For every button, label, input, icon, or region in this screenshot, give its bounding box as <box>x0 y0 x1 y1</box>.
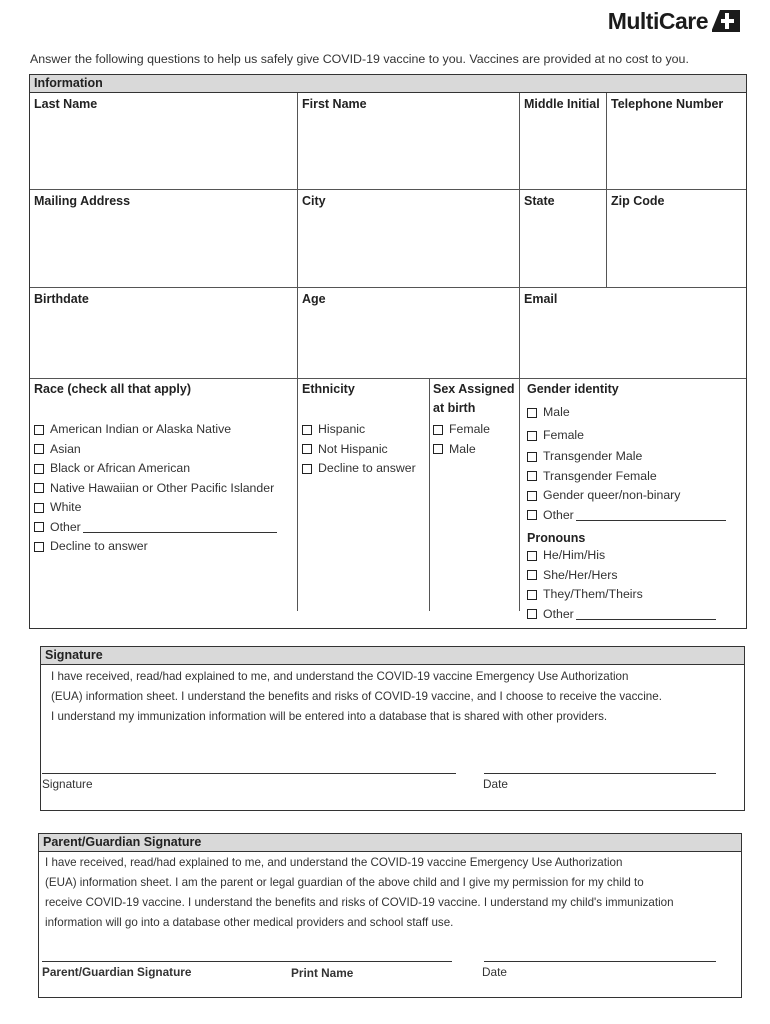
signature-label: Signature <box>42 777 93 791</box>
ethnicity-label: Ethnicity <box>302 382 355 396</box>
checkbox-icon[interactable] <box>527 510 537 520</box>
ethnicity-option[interactable]: Hispanic <box>302 420 425 440</box>
gender-option[interactable]: Male <box>527 401 739 424</box>
race-option[interactable]: Native Hawaiian or Other Pacific Islander <box>34 479 293 499</box>
city-field[interactable] <box>298 190 520 288</box>
state-field[interactable] <box>520 190 607 288</box>
gender-option[interactable]: Transgender Male <box>527 447 739 467</box>
race-option[interactable]: Asian <box>34 440 293 460</box>
gender-option-other[interactable]: Other <box>527 506 739 526</box>
checkbox-icon[interactable] <box>34 425 44 435</box>
sex-at-birth-label-1: Sex Assigned <box>433 382 515 396</box>
checkbox-icon[interactable] <box>433 444 443 454</box>
zip-code-label: Zip Code <box>611 194 665 208</box>
pronoun-other-blank[interactable] <box>576 609 716 620</box>
checkbox-icon[interactable] <box>34 483 44 493</box>
guardian-date-label: Date <box>482 965 507 979</box>
birthdate-field[interactable] <box>30 288 298 379</box>
ethnicity-option[interactable]: Not Hispanic <box>302 440 425 460</box>
signature-header: Signature <box>41 647 744 665</box>
cross-logo-icon <box>712 10 740 32</box>
pronouns-label: Pronouns <box>527 531 586 545</box>
signature-line[interactable] <box>42 773 456 774</box>
city-label: City <box>302 194 326 208</box>
gender-option[interactable]: Female <box>527 424 739 447</box>
checkbox-icon[interactable] <box>34 464 44 474</box>
state-label: State <box>524 194 555 208</box>
mailing-address-label: Mailing Address <box>34 194 131 208</box>
signature-date-line[interactable] <box>484 773 716 774</box>
first-name-label: First Name <box>302 97 367 111</box>
checkbox-icon[interactable] <box>34 522 44 532</box>
sex-at-birth-label-2: at birth <box>433 401 476 415</box>
checkbox-icon[interactable] <box>302 425 312 435</box>
gender-option[interactable]: Gender queer/non-binary <box>527 486 739 506</box>
email-field[interactable] <box>520 288 746 379</box>
telephone-field[interactable] <box>607 93 746 190</box>
pronoun-option[interactable]: He/Him/His <box>527 546 739 566</box>
guardian-text-line: I have received, read/had explained to me, and understand the COVID-19 vaccine Emergency Use Authorization <box>45 856 623 869</box>
email-label: Email <box>524 292 558 306</box>
gender-other-blank[interactable] <box>576 510 726 521</box>
pronoun-option[interactable]: They/Them/Theirs <box>527 585 739 605</box>
guardian-signature-line[interactable] <box>42 961 452 962</box>
signature-section <box>40 646 745 811</box>
middle-initial-label: Middle Initial <box>524 97 600 111</box>
checkbox-icon[interactable] <box>527 609 537 619</box>
signature-text-line: I have received, read/had explained to me, and understand the COVID-19 vaccine Emergency Use Authorization <box>51 670 629 683</box>
guardian-signature-label: Parent/Guardian Signature <box>42 965 192 979</box>
age-field[interactable] <box>298 288 520 379</box>
race-other-blank[interactable] <box>83 522 277 533</box>
race-option[interactable]: White <box>34 498 293 518</box>
birthdate-label: Birthdate <box>34 292 89 306</box>
checkbox-icon[interactable] <box>527 491 537 501</box>
race-option-other[interactable]: Other <box>34 518 293 538</box>
telephone-label: Telephone Number <box>611 97 724 111</box>
checkbox-icon[interactable] <box>527 551 537 561</box>
guardian-header: Parent/Guardian Signature <box>39 834 741 852</box>
checkbox-icon[interactable] <box>433 425 443 435</box>
information-header: Information <box>30 75 746 93</box>
age-label: Age <box>302 292 326 306</box>
ethnicity-option[interactable]: Decline to answer <box>302 459 425 479</box>
checkbox-icon[interactable] <box>302 444 312 454</box>
race-group <box>30 379 298 611</box>
pronoun-option-other[interactable]: Other <box>527 605 739 625</box>
print-name-label: Print Name <box>291 966 354 980</box>
gender-identity-group <box>520 379 746 629</box>
guardian-text-line: receive COVID-19 vaccine. I understand the benefits and risks of COVID-19 vaccine. I understand my child's immunization <box>45 896 674 909</box>
checkbox-icon[interactable] <box>527 570 537 580</box>
first-name-field[interactable] <box>298 93 520 190</box>
checkbox-icon[interactable] <box>34 542 44 552</box>
pronoun-option[interactable]: She/Her/Hers <box>527 566 739 586</box>
checkbox-icon[interactable] <box>527 452 537 462</box>
gender-option[interactable]: Transgender Female <box>527 467 739 487</box>
mailing-address-field[interactable] <box>30 190 298 288</box>
ethnicity-group <box>298 379 430 611</box>
checkbox-icon[interactable] <box>527 471 537 481</box>
last-name-label: Last Name <box>34 97 98 111</box>
sex-option[interactable]: Male <box>433 440 516 460</box>
race-option[interactable]: American Indian or Alaska Native <box>34 420 293 440</box>
checkbox-icon[interactable] <box>527 408 537 418</box>
race-option[interactable]: Decline to answer <box>34 537 293 557</box>
race-option[interactable]: Black or African American <box>34 459 293 479</box>
sex-at-birth-group <box>430 379 520 611</box>
checkbox-icon[interactable] <box>34 444 44 454</box>
brand-name: MultiCare <box>607 7 708 34</box>
gender-identity-label: Gender identity <box>527 382 619 396</box>
last-name-field[interactable] <box>30 93 298 190</box>
guardian-text-line: (EUA) information sheet. I am the parent or legal guardian of the above child and I give my permission for my child to <box>45 876 644 889</box>
checkbox-icon[interactable] <box>302 464 312 474</box>
sex-option[interactable]: Female <box>433 420 516 440</box>
checkbox-icon[interactable] <box>527 590 537 600</box>
guardian-text-line: information will go into a database other medical providers and school staff use. <box>45 916 454 929</box>
information-section <box>29 74 747 629</box>
guardian-date-line[interactable] <box>484 961 716 962</box>
signature-date-label: Date <box>483 777 508 791</box>
checkbox-icon[interactable] <box>527 431 537 441</box>
signature-text-line: (EUA) information sheet. I understand the benefits and risks of COVID-19 vaccine, and I choose to receive the vaccine. <box>51 690 662 703</box>
guardian-signature-section <box>38 833 742 998</box>
middle-initial-field[interactable] <box>520 93 607 190</box>
checkbox-icon[interactable] <box>34 503 44 513</box>
race-label: Race (check all that apply) <box>34 382 192 396</box>
multicare-logo <box>608 8 740 34</box>
zip-code-field[interactable] <box>607 190 746 288</box>
intro-text: Answer the following questions to help us safely give COVID-19 vaccine to you. Vaccines are provided at no cost to you. <box>30 52 689 66</box>
signature-text-line: I understand my immunization information will be entered into a database that is shared with other providers. <box>51 710 608 723</box>
